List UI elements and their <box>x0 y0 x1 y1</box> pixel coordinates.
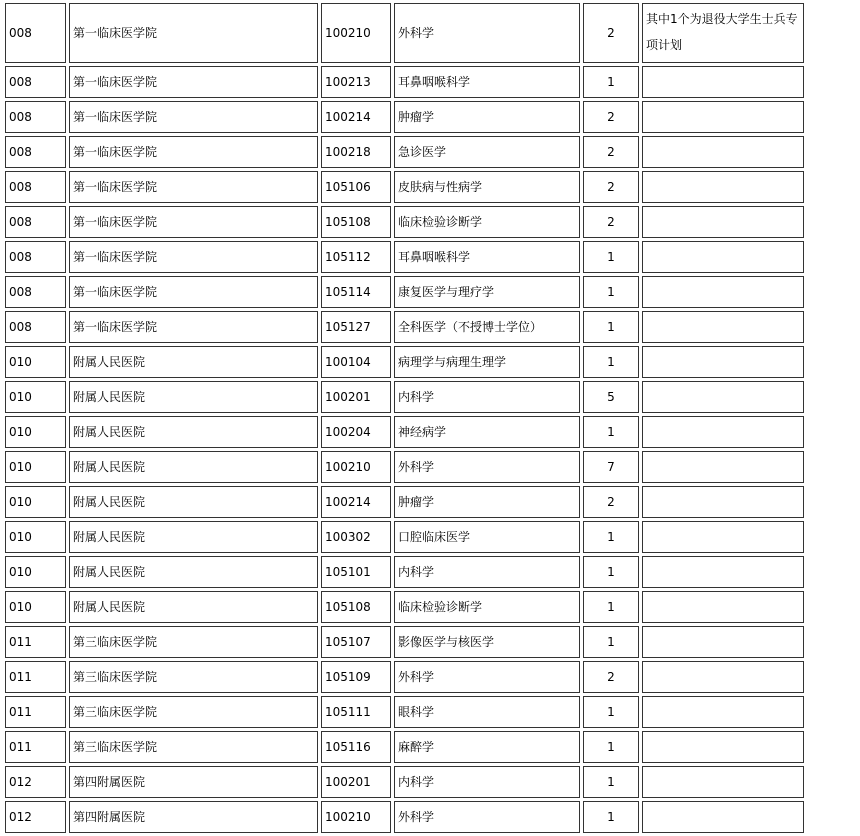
unit-code-cell: 008 <box>5 206 66 238</box>
table-row <box>5 311 804 343</box>
major-name-cell: 外科学 <box>394 661 580 693</box>
major-name-cell: 肿瘤学 <box>394 101 580 133</box>
major-code-cell: 100210 <box>321 3 391 63</box>
note-cell <box>642 696 804 728</box>
major-name-cell: 内科学 <box>394 556 580 588</box>
major-name-cell: 肿瘤学 <box>394 486 580 518</box>
major-code-cell: 105127 <box>321 311 391 343</box>
major-code-cell: 100210 <box>321 451 391 483</box>
table-row <box>5 591 804 623</box>
unit-name-cell: 第一临床医学院 <box>69 66 318 98</box>
quota-count-cell: 2 <box>583 661 639 693</box>
unit-code-cell: 008 <box>5 136 66 168</box>
unit-code-cell: 010 <box>5 521 66 553</box>
note-cell <box>642 521 804 553</box>
major-code-cell: 105108 <box>321 206 391 238</box>
table-row <box>5 101 804 133</box>
unit-code-cell: 010 <box>5 591 66 623</box>
note-cell <box>642 276 804 308</box>
note-cell <box>642 661 804 693</box>
unit-name-cell: 第三临床医学院 <box>69 661 318 693</box>
table-row <box>5 416 804 448</box>
table-row <box>5 451 804 483</box>
quota-count-cell: 1 <box>583 766 639 798</box>
unit-code-cell: 011 <box>5 661 66 693</box>
table-row <box>5 556 804 588</box>
major-code-cell: 105112 <box>321 241 391 273</box>
major-name-cell: 病理学与病理生理学 <box>394 346 580 378</box>
unit-code-cell: 010 <box>5 346 66 378</box>
major-name-cell: 外科学 <box>394 3 580 63</box>
unit-code-cell: 008 <box>5 276 66 308</box>
quota-count-cell: 2 <box>583 486 639 518</box>
table-row <box>5 801 804 833</box>
unit-code-cell: 012 <box>5 766 66 798</box>
note-cell <box>642 346 804 378</box>
note-cell <box>642 591 804 623</box>
major-code-cell: 100302 <box>321 521 391 553</box>
major-name-cell: 临床检验诊断学 <box>394 591 580 623</box>
note-cell <box>642 171 804 203</box>
quota-count-cell: 2 <box>583 206 639 238</box>
unit-name-cell: 第四附属医院 <box>69 766 318 798</box>
table-row <box>5 661 804 693</box>
table-row <box>5 766 804 798</box>
major-code-cell: 100214 <box>321 101 391 133</box>
unit-name-cell: 附属人民医院 <box>69 521 318 553</box>
note-cell <box>642 206 804 238</box>
major-name-cell: 内科学 <box>394 381 580 413</box>
note-cell <box>642 101 804 133</box>
major-name-cell: 全科医学（不授博士学位） <box>394 311 580 343</box>
quota-count-cell: 2 <box>583 136 639 168</box>
major-code-cell: 100201 <box>321 381 391 413</box>
quota-count-cell: 1 <box>583 241 639 273</box>
major-name-cell: 皮肤病与性病学 <box>394 171 580 203</box>
major-name-cell: 康复医学与理疗学 <box>394 276 580 308</box>
unit-name-cell: 附属人民医院 <box>69 591 318 623</box>
quota-count-cell: 1 <box>583 276 639 308</box>
unit-name-cell: 附属人民医院 <box>69 556 318 588</box>
major-code-cell: 100201 <box>321 766 391 798</box>
quota-count-cell: 2 <box>583 101 639 133</box>
unit-name-cell: 附属人民医院 <box>69 451 318 483</box>
unit-name-cell: 附属人民医院 <box>69 346 318 378</box>
unit-name-cell: 第一临床医学院 <box>69 311 318 343</box>
note-cell: 其中1个为退役大学生士兵专项计划 <box>642 3 804 63</box>
major-name-cell: 口腔临床医学 <box>394 521 580 553</box>
unit-code-cell: 011 <box>5 626 66 658</box>
unit-code-cell: 011 <box>5 696 66 728</box>
major-name-cell: 眼科学 <box>394 696 580 728</box>
unit-code-cell: 010 <box>5 416 66 448</box>
quota-count-cell: 1 <box>583 731 639 763</box>
table-row <box>5 276 804 308</box>
major-name-cell: 急诊医学 <box>394 136 580 168</box>
quota-count-cell: 1 <box>583 626 639 658</box>
major-code-cell: 105111 <box>321 696 391 728</box>
unit-code-cell: 008 <box>5 311 66 343</box>
unit-code-cell: 010 <box>5 556 66 588</box>
table-row <box>5 241 804 273</box>
quota-count-cell: 1 <box>583 521 639 553</box>
unit-code-cell: 008 <box>5 241 66 273</box>
quota-count-cell: 1 <box>583 591 639 623</box>
unit-code-cell: 008 <box>5 101 66 133</box>
enrollment-table <box>2 0 807 836</box>
unit-name-cell: 第三临床医学院 <box>69 696 318 728</box>
unit-code-cell: 008 <box>5 66 66 98</box>
table-row <box>5 66 804 98</box>
table-body <box>5 3 804 833</box>
note-cell <box>642 136 804 168</box>
major-name-cell: 外科学 <box>394 801 580 833</box>
major-code-cell: 100210 <box>321 801 391 833</box>
table-row <box>5 696 804 728</box>
major-code-cell: 100104 <box>321 346 391 378</box>
table-row <box>5 731 804 763</box>
major-name-cell: 外科学 <box>394 451 580 483</box>
major-name-cell: 影像医学与核医学 <box>394 626 580 658</box>
unit-code-cell: 012 <box>5 801 66 833</box>
unit-name-cell: 第一临床医学院 <box>69 241 318 273</box>
major-code-cell: 105106 <box>321 171 391 203</box>
unit-name-cell: 第四附属医院 <box>69 801 318 833</box>
major-code-cell: 105109 <box>321 661 391 693</box>
unit-name-cell: 第一临床医学院 <box>69 101 318 133</box>
unit-name-cell: 第一临床医学院 <box>69 171 318 203</box>
major-code-cell: 105101 <box>321 556 391 588</box>
note-cell <box>642 311 804 343</box>
quota-count-cell: 1 <box>583 696 639 728</box>
table-row <box>5 626 804 658</box>
unit-name-cell: 附属人民医院 <box>69 381 318 413</box>
note-cell <box>642 66 804 98</box>
quota-count-cell: 5 <box>583 381 639 413</box>
major-code-cell: 105114 <box>321 276 391 308</box>
note-cell <box>642 486 804 518</box>
note-cell <box>642 451 804 483</box>
major-name-cell: 临床检验诊断学 <box>394 206 580 238</box>
major-code-cell: 105108 <box>321 591 391 623</box>
quota-count-cell: 1 <box>583 556 639 588</box>
major-name-cell: 内科学 <box>394 766 580 798</box>
note-cell <box>642 556 804 588</box>
note-cell <box>642 801 804 833</box>
major-code-cell: 100214 <box>321 486 391 518</box>
quota-count-cell: 1 <box>583 66 639 98</box>
unit-name-cell: 第三临床医学院 <box>69 626 318 658</box>
table-row <box>5 3 804 63</box>
unit-code-cell: 010 <box>5 486 66 518</box>
major-name-cell: 麻醉学 <box>394 731 580 763</box>
major-code-cell: 100204 <box>321 416 391 448</box>
quota-count-cell: 1 <box>583 311 639 343</box>
unit-code-cell: 011 <box>5 731 66 763</box>
unit-name-cell: 第一临床医学院 <box>69 3 318 63</box>
unit-name-cell: 附属人民医院 <box>69 416 318 448</box>
quota-count-cell: 1 <box>583 346 639 378</box>
unit-name-cell: 第一临床医学院 <box>69 206 318 238</box>
unit-code-cell: 010 <box>5 451 66 483</box>
quota-count-cell: 7 <box>583 451 639 483</box>
table-row <box>5 486 804 518</box>
table-row <box>5 136 804 168</box>
major-code-cell: 100213 <box>321 66 391 98</box>
note-cell <box>642 766 804 798</box>
quota-count-cell: 2 <box>583 3 639 63</box>
unit-name-cell: 第一临床医学院 <box>69 136 318 168</box>
table-row <box>5 521 804 553</box>
note-cell <box>642 626 804 658</box>
table-row <box>5 171 804 203</box>
major-code-cell: 105116 <box>321 731 391 763</box>
quota-count-cell: 1 <box>583 416 639 448</box>
table-row <box>5 346 804 378</box>
note-cell <box>642 731 804 763</box>
unit-name-cell: 附属人民医院 <box>69 486 318 518</box>
major-name-cell: 耳鼻咽喉科学 <box>394 66 580 98</box>
note-cell <box>642 416 804 448</box>
unit-name-cell: 第一临床医学院 <box>69 276 318 308</box>
major-code-cell: 105107 <box>321 626 391 658</box>
unit-code-cell: 010 <box>5 381 66 413</box>
table-row <box>5 206 804 238</box>
quota-count-cell: 1 <box>583 801 639 833</box>
note-cell <box>642 241 804 273</box>
table-row <box>5 381 804 413</box>
major-name-cell: 耳鼻咽喉科学 <box>394 241 580 273</box>
note-cell <box>642 381 804 413</box>
major-code-cell: 100218 <box>321 136 391 168</box>
quota-count-cell: 2 <box>583 171 639 203</box>
major-name-cell: 神经病学 <box>394 416 580 448</box>
unit-code-cell: 008 <box>5 171 66 203</box>
unit-code-cell: 008 <box>5 3 66 63</box>
unit-name-cell: 第三临床医学院 <box>69 731 318 763</box>
